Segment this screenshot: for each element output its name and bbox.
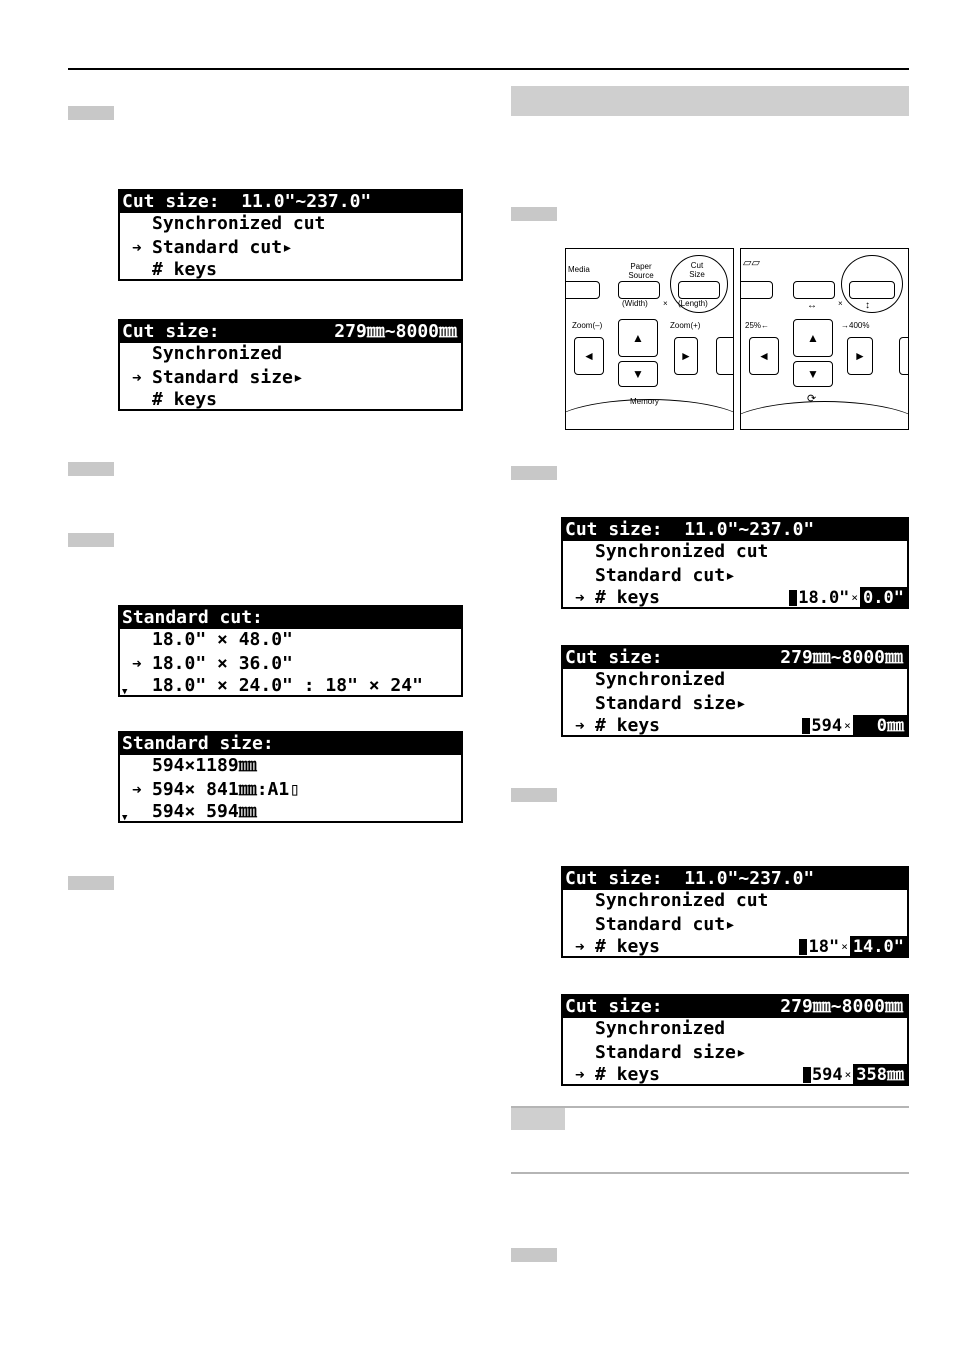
note-bottom-rule	[511, 1172, 909, 1174]
side-key	[899, 337, 909, 375]
lcd-line: Synchronized	[152, 343, 283, 364]
lcd-title: Cut size: 11.0"~237.0"	[565, 519, 815, 540]
lcd-title: Standard size:	[122, 733, 274, 754]
side-key	[716, 337, 734, 375]
lcd-line: 594× 841㎜:A1▯	[152, 779, 301, 800]
length-key	[849, 281, 895, 299]
lcd-standard-cut	[118, 605, 463, 697]
length-value: 0㎜	[853, 715, 907, 737]
lcd-line: 594× 594㎜	[152, 801, 257, 822]
step-tab-2	[68, 462, 114, 476]
lcd-line: Standard size▸	[595, 1042, 747, 1063]
arrow-left-key: ◄	[574, 337, 604, 375]
lcd-line: Standard size▸	[152, 367, 304, 388]
length-value: 0.0"	[860, 587, 907, 609]
left-key	[740, 281, 773, 299]
lcd-line: 594×1189㎜	[152, 755, 257, 776]
lcd-line: Synchronized	[595, 669, 726, 690]
step-tab-r3	[511, 788, 557, 802]
lcd-line: Synchronized	[595, 1018, 726, 1039]
lcd-keys-inch-initial: Cut size: 11.0"~237.0" Synchronized cut Standard cut▸ ➜ # keys 18.0" × 0.0"	[561, 517, 909, 609]
times-label: ×	[663, 299, 668, 308]
pointer-icon: ➜	[575, 716, 585, 735]
zoom-plus-label: Zoom(+)	[670, 321, 701, 330]
arrow-up-key: ▲	[793, 319, 833, 357]
length-value: 358㎜	[853, 1064, 907, 1086]
lcd-line: # keys	[595, 715, 661, 736]
lcd-line: Standard size▸	[595, 693, 747, 714]
cursor-block	[799, 939, 807, 955]
panel-edge	[565, 399, 734, 430]
zoom-400-label: →400%	[841, 321, 870, 330]
width-label: (Width)	[622, 299, 648, 308]
lcd-keys-inch-entered: Cut size: 11.0"~237.0" Synchronized cut Standard cut▸ ➜ # keys 18" × 14.0"	[561, 866, 909, 958]
memory-icon: ⟳	[807, 393, 817, 405]
lcd-line: Standard cut▸	[595, 914, 736, 935]
control-panel-metric	[740, 248, 909, 430]
lcd-title: Cut size:	[122, 321, 220, 342]
arrow-up-key: ▲	[618, 319, 658, 357]
lcd-line: Standard cut▸	[595, 565, 736, 586]
pointer-icon: ➜	[132, 780, 142, 799]
scroll-down-icon: ▼	[122, 687, 128, 697]
step-tab-r4	[511, 1248, 557, 1262]
width-key	[793, 281, 835, 299]
lcd-cut-size-metric: Cut size: 279㎜~8000㎜ Synchronized ➜ Standard size▸ # keys	[118, 319, 463, 411]
arrow-down-key: ▼	[793, 361, 833, 387]
cursor-block	[803, 1067, 811, 1083]
lcd-keys-metric-initial: Cut size: 279㎜~8000㎜ Synchronized Standard size▸ ➜ # keys 594 × 0㎜	[561, 645, 909, 737]
arrow-down-key: ▼	[618, 361, 658, 387]
zoom-minus-label: Zoom(–)	[572, 321, 603, 330]
lcd-line: 18.0" × 24.0" : 18" × 24"	[152, 675, 423, 696]
lcd-line: Synchronized cut	[152, 213, 326, 234]
top-rule	[68, 68, 909, 70]
paper-icon: ▱▱	[743, 257, 760, 269]
lcd-title: Standard cut:	[122, 607, 263, 628]
lcd-line: # keys	[595, 587, 661, 608]
lcd-line: 18.0" × 36.0"	[152, 653, 293, 674]
control-panel-inch	[565, 248, 734, 430]
step-tab-4	[68, 876, 114, 890]
memory-label: Memory	[630, 397, 659, 406]
cut-size-label: Cut Size	[689, 261, 705, 279]
lcd-line: # keys	[595, 1064, 661, 1085]
width-icon: ↔	[807, 300, 817, 311]
note-label-box	[511, 1108, 565, 1130]
lcd-line: Synchronized cut	[595, 890, 769, 911]
step-tab-r2	[511, 466, 557, 480]
lcd-line: # keys	[152, 389, 218, 410]
media-label: Media	[568, 265, 590, 274]
panel-edge	[740, 401, 909, 430]
length-label: (Length)	[678, 299, 708, 308]
width-value: 18.0"	[798, 588, 850, 608]
lcd-title: Cut size: 11.0"~237.0"	[122, 191, 372, 212]
note-top-rule	[511, 1106, 909, 1108]
arrow-left-key: ◄	[749, 337, 779, 375]
width-value: 594	[811, 716, 843, 736]
lcd-standard-size	[118, 731, 463, 823]
length-value: 14.0"	[850, 936, 907, 958]
pointer-icon: ➜	[132, 368, 142, 387]
lcd-title: Cut size: 11.0"~237.0"	[565, 868, 815, 889]
step-tab-1	[68, 106, 114, 120]
pointer-icon: ➜	[132, 238, 142, 257]
pointer-icon: ➜	[575, 937, 585, 956]
width-value: 594	[811, 1065, 843, 1085]
lcd-line: 18.0" × 48.0"	[152, 629, 293, 650]
lcd-title: Cut size:	[565, 647, 663, 668]
zoom-25-label: 25%←	[745, 321, 770, 330]
step-tab-3	[68, 533, 114, 547]
length-icon: ↕	[865, 300, 870, 311]
arrow-right-key: ►	[847, 337, 873, 375]
lcd-title: Cut size:	[565, 996, 663, 1017]
paper-source-label: Paper Source	[628, 262, 654, 280]
pointer-icon: ➜	[132, 654, 142, 673]
lcd-line: Standard cut▸	[152, 237, 293, 258]
pointer-icon: ➜	[575, 588, 585, 607]
lcd-line: # keys	[152, 259, 218, 280]
media-key	[565, 281, 600, 299]
scroll-down-icon: ▼	[122, 813, 128, 823]
lcd-line: Synchronized cut	[595, 541, 769, 562]
lcd-cut-size-inch	[118, 189, 463, 281]
paper-source-key	[618, 281, 660, 299]
arrow-right-key: ►	[674, 337, 698, 375]
cursor-block	[789, 590, 797, 606]
times-label: ×	[838, 299, 843, 308]
lcd-keys-metric-entered: Cut size: 279㎜~8000㎜ Synchronized Standard size▸ ➜ # keys 594 × 358㎜	[561, 994, 909, 1086]
lcd-line: # keys	[595, 936, 661, 957]
cursor-block	[802, 718, 810, 734]
pointer-icon: ➜	[575, 1065, 585, 1084]
step-tab-r1	[511, 207, 557, 221]
width-value: 18"	[808, 937, 840, 957]
cut-size-key	[678, 281, 720, 299]
section-header-bar	[511, 86, 909, 116]
